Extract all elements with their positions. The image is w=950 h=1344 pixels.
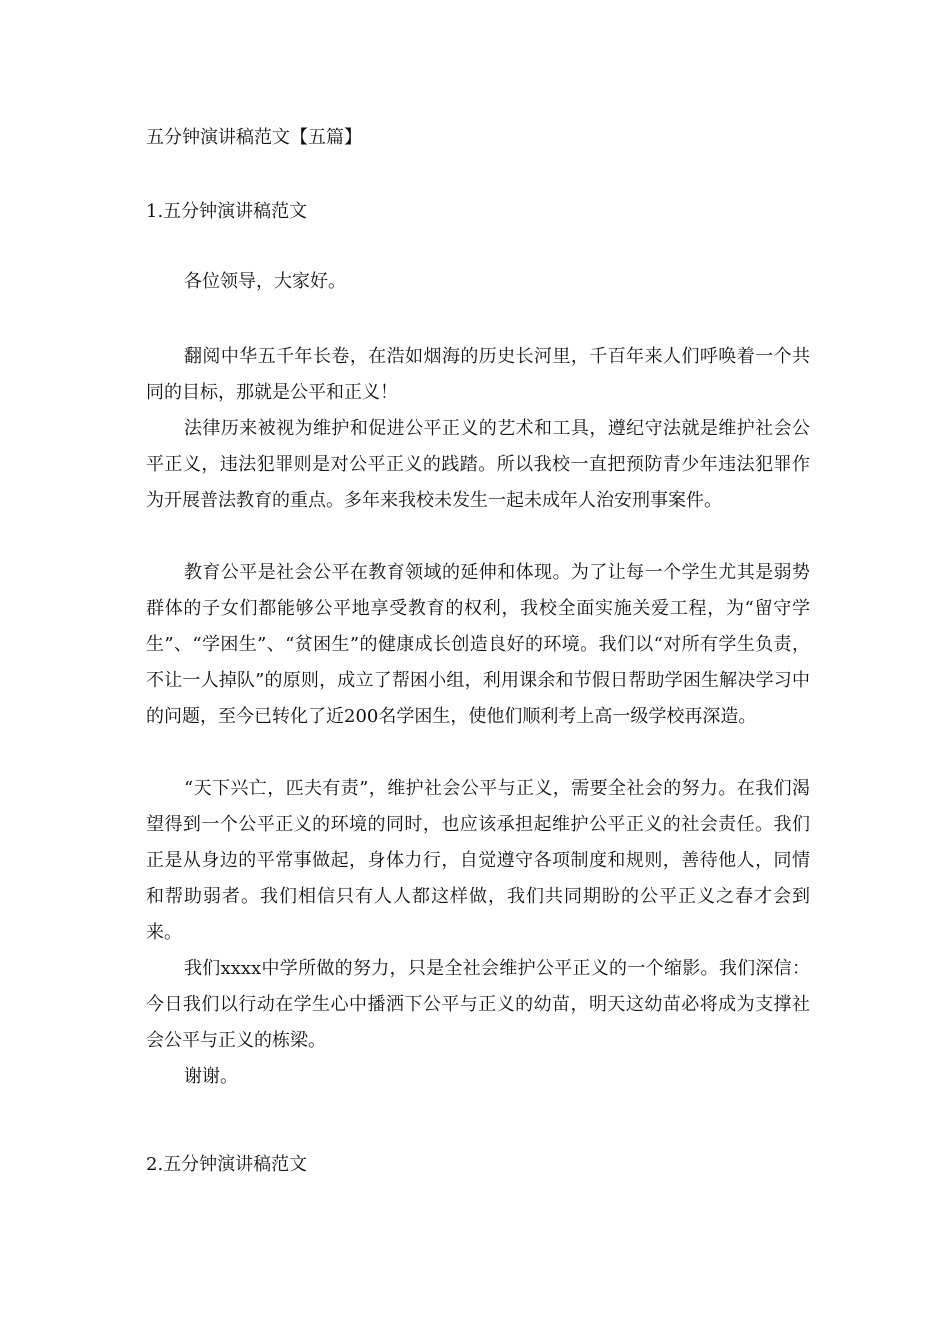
paragraph-closing: 谢谢。	[184, 1066, 238, 1087]
paragraph-5: 我们xxxx中学所做的努力，只是全社会维护公平正义的一个缩影。我们深信：今日我们以行动在学生心中播洒下公平与正义的幼苗，明天这幼苗必将成为支撑社会公平与正义的栋梁。	[146, 958, 810, 1051]
paragraph-2: 法律历来被视为维护和促进公平正义的艺术和工具，遵纪守法就是维护社会公平正义，违法犯罪则是对公平正义的践踏。所以我校一直把预防青少年违法犯罪作为开展普法教育的重点。多年来我校未发生一起未成年人治安刑事案件。	[146, 418, 810, 511]
paragraph-1: 翻阅中华五千年长卷，在浩如烟海的历史长河里，千百年来人们呼唤着一个共同的目标，那就是公平和正义！	[146, 346, 810, 403]
section-heading-1: 1.五分钟演讲稿范文	[146, 201, 308, 222]
section-heading-2: 2.五分钟演讲稿范文	[146, 1154, 308, 1175]
paragraph-greeting: 各位领导，大家好。	[184, 271, 346, 292]
paragraph-3: 教育公平是社会公平在教育领域的延伸和体现。为了让每一个学生尤其是弱势群体的子女们都能够公平地享受教育的权利，我校全面实施关爱工程，为“留守学生”、“学困生”、“贫困生”的健康成长创造良好的环境。我们以“对所有学生负责，不让一人掉队”的原则，成立了帮困小组，利用课余和节假日帮助学困生解决学习中的问题，至今已转化了近200名学困生，使他们顺利考上高一级学校再深造。	[146, 562, 810, 727]
document-title: 五分钟演讲稿范文【五篇】	[146, 127, 362, 148]
paragraph-4: “天下兴亡，匹夫有责”，维护社会公平与正义，需要全社会的努力。在我们渴望得到一个公平正义的环境的同时，也应该承担起维护公平正义的社会责任。我们正是从身边的平常事做起，身体力行，自觉遵守各项制度和规则，善待他人，同情和帮助弱者。我们相信只有人人都这样做，我们共同期盼的公平正义之春才会到来。	[146, 778, 810, 943]
